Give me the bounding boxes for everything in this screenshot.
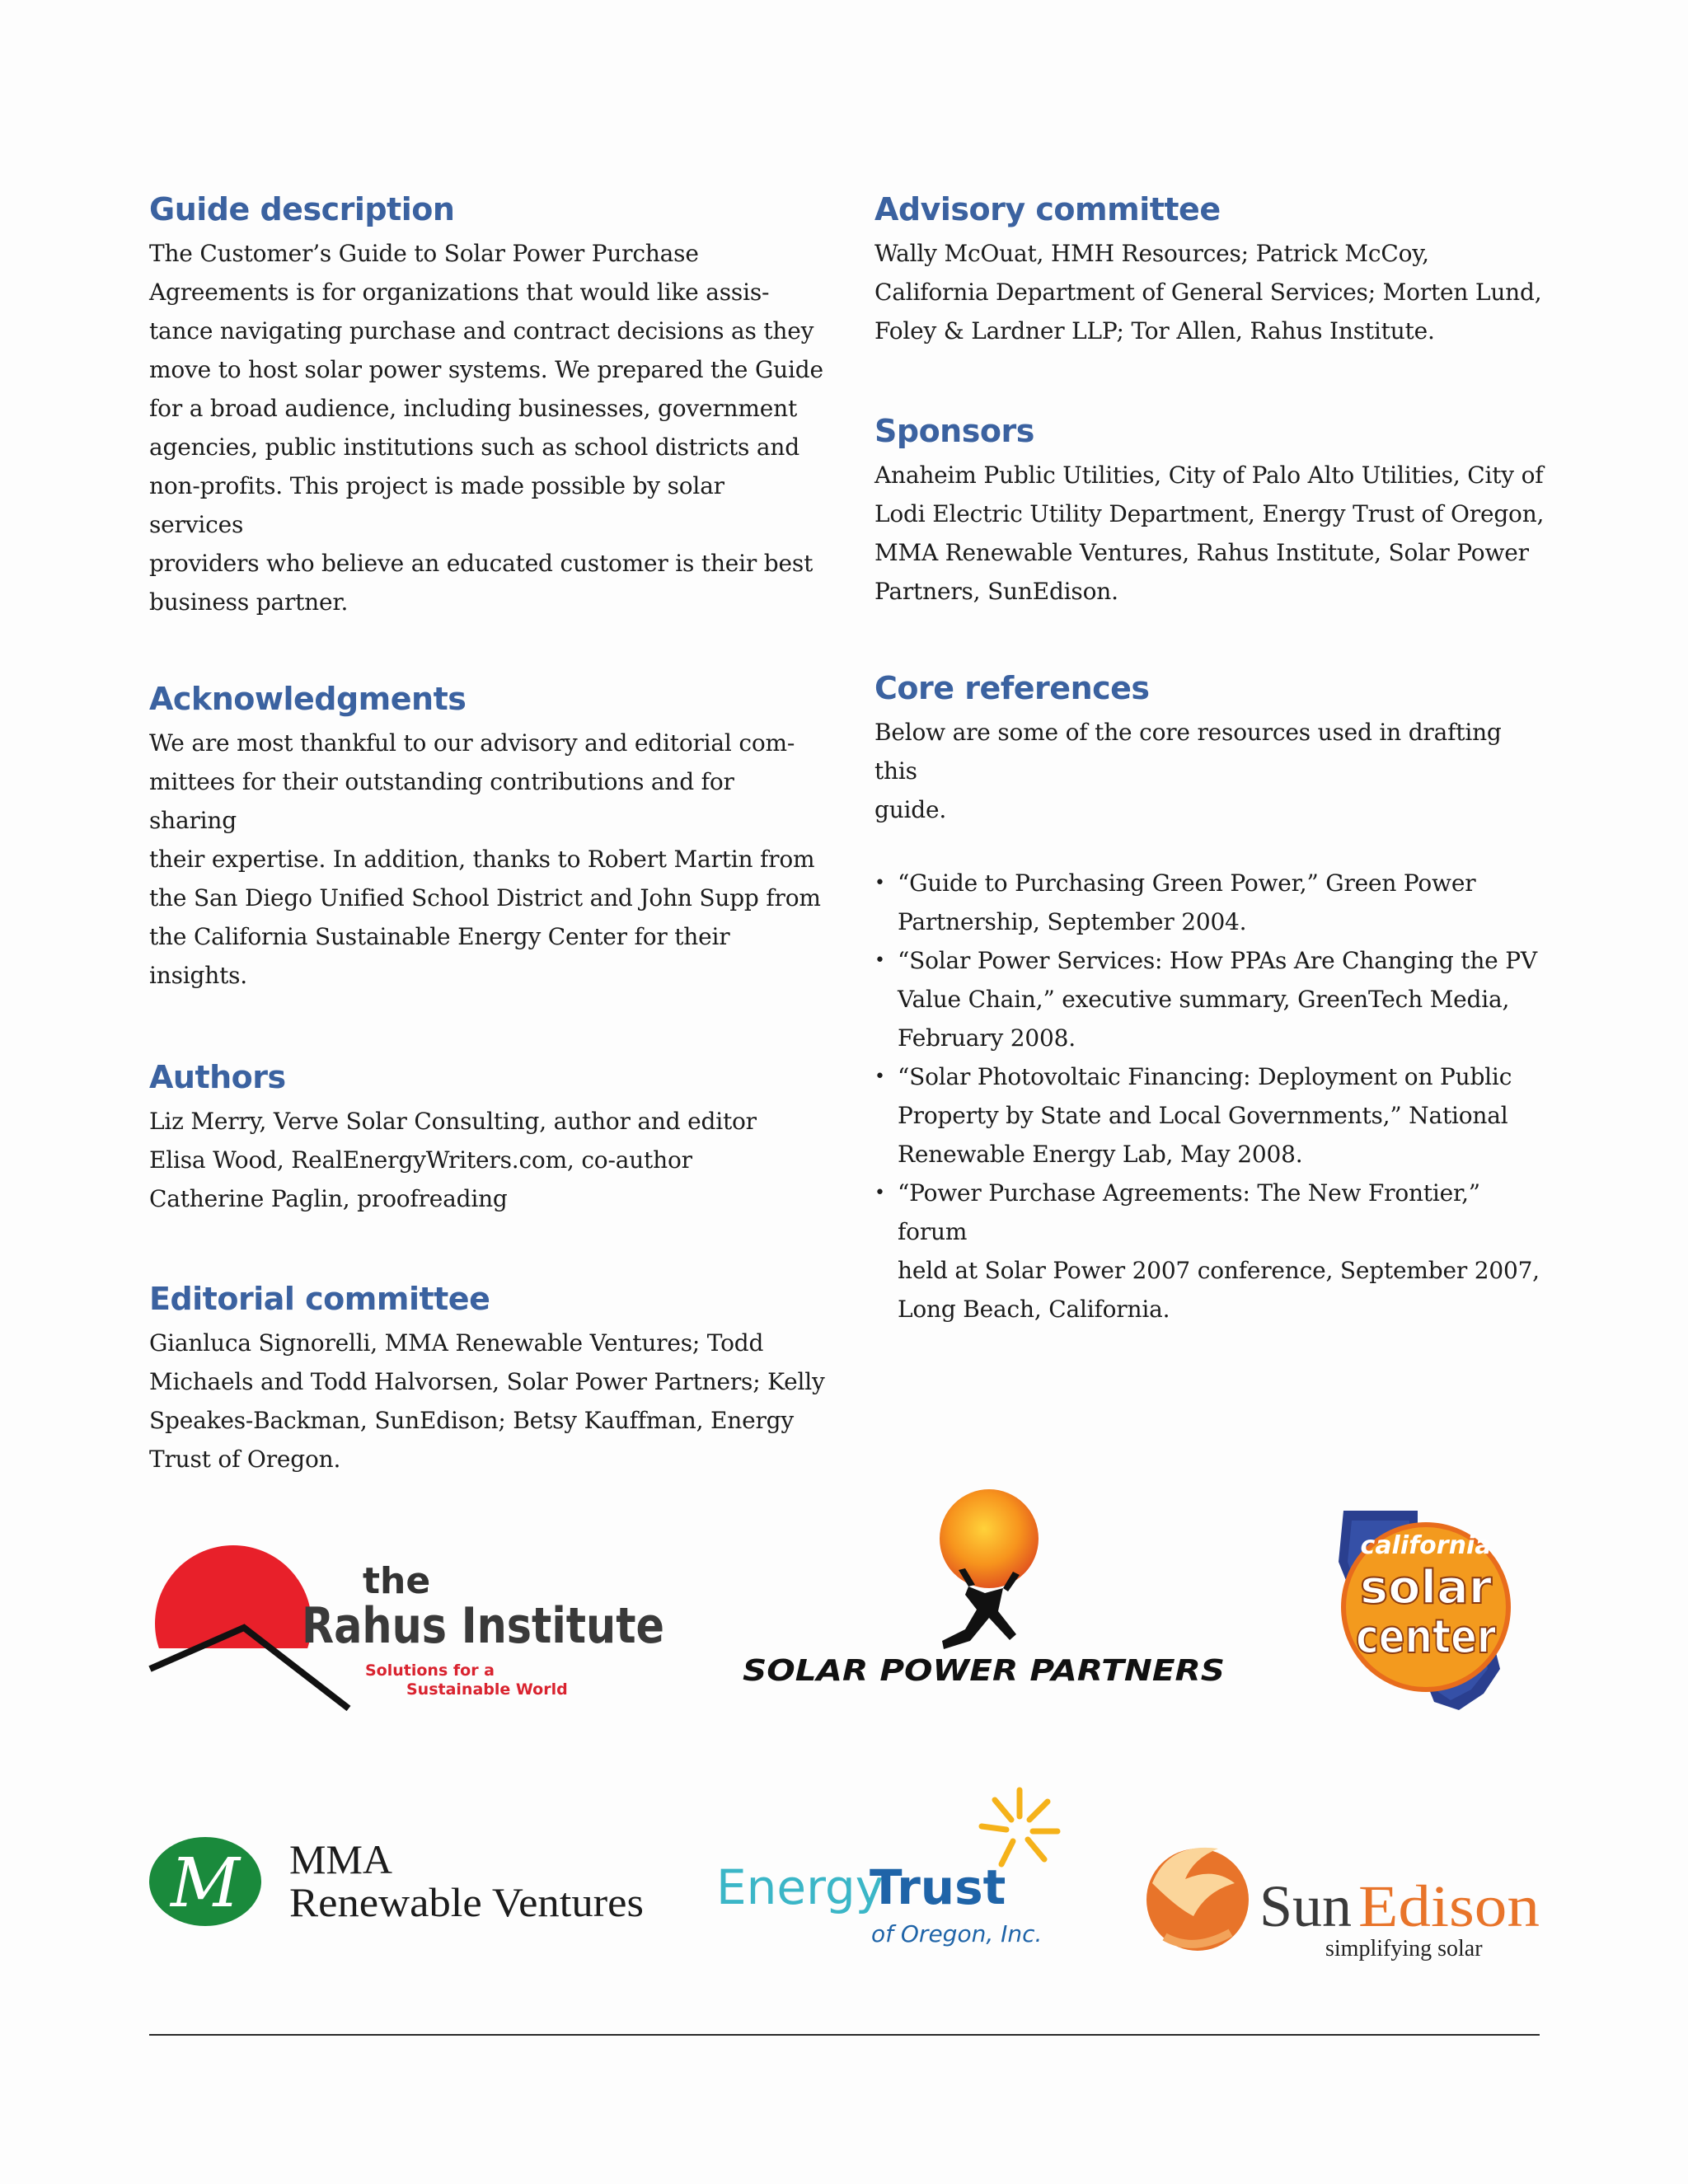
editorial-committee-section (149, 1279, 825, 1479)
svg-text:M: M (171, 1844, 240, 1923)
sunburst-icon (982, 1790, 1057, 1864)
right-column (874, 190, 1550, 1329)
editorial-committee-text: Gianluca Signorelli, MMA Renewable Ventures; Todd Michaels and Todd Halvorsen, Solar Power Partners; Kelly Speakes-Backman, SunEdison; Betsy Kauffman, Energy Trust of Oregon. (149, 1329, 825, 1473)
svg-text:Energy: Energy (716, 1859, 884, 1915)
authors-section (149, 1057, 825, 1218)
svg-text:Edison: Edison (1358, 1873, 1540, 1939)
svg-text:Renewable Ventures: Renewable Ventures (289, 1879, 644, 1925)
footer-divider (149, 2034, 1540, 2036)
references-list (874, 864, 1550, 1329)
guide-description-section (149, 190, 825, 621)
core-references-heading: Core references (874, 670, 1150, 706)
reference-item: • “Guide to Purchasing Green Power,” Green Power Partnership, September 2004. (874, 864, 1550, 941)
svg-text:Sun: Sun (1259, 1873, 1353, 1939)
bullet-icon: • (874, 950, 885, 971)
sponsors-heading: Sponsors (874, 413, 1034, 449)
editorial-committee-heading: Editorial committee (149, 1281, 490, 1317)
svg-text:california: california (1360, 1531, 1492, 1560)
svg-text:simplifying solar: simplifying solar (1325, 1936, 1483, 1961)
svg-text:the: the (363, 1560, 431, 1602)
solar-power-partners-logo (738, 1488, 1232, 1698)
core-references-section (874, 668, 1550, 1329)
acknowledgments-heading: Acknowledgments (149, 681, 467, 717)
reference-item: • “Power Purchase Agreements: The New Frontier,” forum held at Solar Power 2007 conference, September 2007, Long Beach, California. (874, 1174, 1550, 1329)
advisory-committee-section (874, 190, 1550, 350)
left-column (149, 190, 825, 1479)
advisory-committee-heading: Advisory committee (874, 191, 1221, 227)
sponsors-text: Anaheim Public Utilities, City of Palo Alto Utilities, City of Lodi Electric Utility Department, Energy Trust of Oregon, MMA Renewable Ventures, Rahus Institute, Solar Power Partners, SunEdison. (874, 462, 1545, 605)
guide-description-heading: Guide description (149, 191, 455, 227)
california-solar-center-logo (1327, 1504, 1525, 1718)
rahus-institute-logo (147, 1545, 674, 1718)
bullet-icon: • (874, 1183, 885, 1203)
svg-text:center: center (1356, 1610, 1497, 1664)
svg-text:MMA: MMA (289, 1836, 393, 1882)
advisory-committee-text: Wally McOuat, HMH Resources; Patrick McCoy, California Department of General Services; Morten Lund, Foley & Lardner LLP; Tor Allen, Rahus Institute. (874, 240, 1542, 344)
atlas-figure-icon (942, 1586, 1016, 1649)
sun-flame-icon (1146, 1848, 1249, 1951)
authors-text: Liz Merry, Verve Solar Consulting, author and editor Elisa Wood, RealEnergyWriters.com, co-author Catherine Paglin, proofreading (149, 1108, 757, 1212)
svg-text:solar: solar (1360, 1561, 1493, 1615)
acknowledgments-section (149, 679, 825, 995)
svg-text:of Oregon, Inc.: of Oregon, Inc. (871, 1920, 1043, 1947)
sun-icon (940, 1489, 1039, 1588)
energy-trust-logo (713, 1780, 1067, 1953)
bullet-icon: • (874, 873, 885, 893)
sunedison-logo (1136, 1834, 1548, 1966)
svg-text:Trust: Trust (870, 1859, 1006, 1915)
svg-text:Rahus Institute: Rahus Institute (302, 1597, 664, 1655)
reference-item: • “Solar Photovoltaic Financing: Deployment on Public Property by State and Local Governments,” National Renewable Energy Lab, May 2008. (874, 1057, 1550, 1174)
svg-text:SOLAR POWER PARTNERS: SOLAR POWER PARTNERS (743, 1654, 1225, 1688)
authors-heading: Authors (149, 1059, 286, 1095)
bullet-icon: • (874, 1066, 885, 1087)
svg-text:Solutions for a: Solutions for a (365, 1661, 495, 1680)
sponsors-section (874, 411, 1550, 611)
acknowledgments-text: We are most thankful to our advisory and editorial com- mittees for their outstanding contributions and for sharing their expertise. In addition, thanks to Robert Martin from the San Diego Unified School District and John Supp from the California Sustainable Energy Center for their insights. (149, 729, 821, 989)
mma-renewable-ventures-logo (149, 1834, 660, 1949)
core-references-intro: Below are some of the core resources used in drafting this guide. (874, 719, 1502, 823)
svg-text:Sustainable World: Sustainable World (406, 1680, 568, 1699)
guide-description-text: The Customer’s Guide to Solar Power Purchase Agreements is for organizations that would like assis- tance navigating purchase and contract decisions as they move to host solar power systems. We prepared the Guide for a broad audience, including businesses, government agencies, public institutions such as school districts and non-profits. This project is made possible by solar services providers who believe an educated customer is their best business partner. (149, 240, 823, 616)
reference-item: • “Solar Power Services: How PPAs Are Changing the PV Value Chain,” executive summary, GreenTech Media, February 2008. (874, 941, 1550, 1057)
